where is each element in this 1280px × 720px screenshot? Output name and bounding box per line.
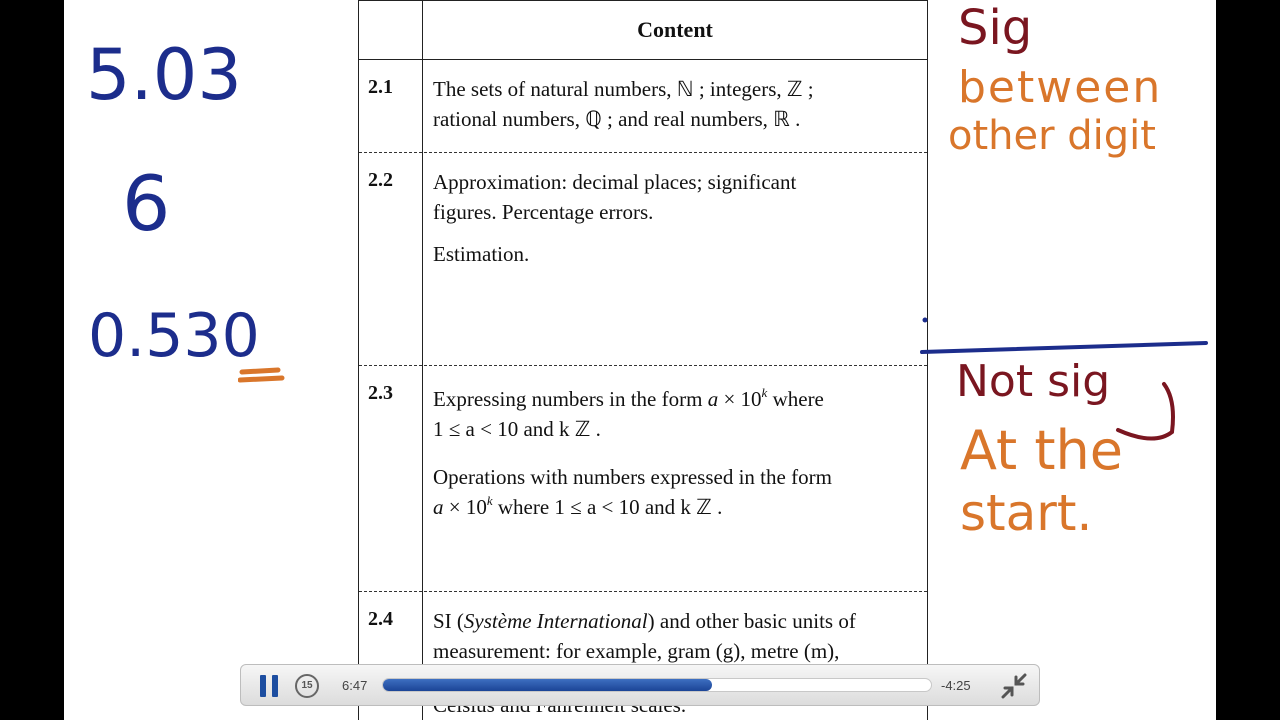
elapsed-time: 6:47 xyxy=(342,678,368,693)
row-paragraph xyxy=(433,384,915,444)
row-number: 2.3 xyxy=(368,382,393,404)
table-row xyxy=(359,153,927,366)
row-line: 1 ≤ a < 10 and k ℤ . xyxy=(433,417,601,441)
skip-back-icon-label: 15 xyxy=(301,680,313,691)
row-content xyxy=(433,384,915,534)
progress-track[interactable] xyxy=(382,678,932,692)
content-table xyxy=(358,0,928,720)
row-paragraph xyxy=(433,462,915,522)
math-variable: a xyxy=(707,387,719,411)
skip-back-button[interactable] xyxy=(295,674,319,698)
row-paragraph xyxy=(433,167,915,227)
row-line: rational numbers, ℚ ; and real numbers, ℝ . xyxy=(433,107,801,131)
row-number: 2.2 xyxy=(368,169,393,191)
remaining-time: -4:25 xyxy=(941,678,971,693)
math-variable: a xyxy=(433,495,444,519)
exponent: k xyxy=(761,385,768,400)
row-number: 2.1 xyxy=(368,76,393,98)
handwritten-sig-title: Sig xyxy=(958,0,1033,56)
row-text: ) and other basic units of xyxy=(647,609,856,633)
handwritten-not-sig-title: Not sig xyxy=(956,356,1111,407)
row-line xyxy=(433,606,915,636)
row-content xyxy=(433,167,915,281)
exit-fullscreen-button[interactable] xyxy=(1001,673,1027,699)
row-text-italic: Système International xyxy=(463,609,648,633)
video-frame xyxy=(64,0,1216,720)
handwritten-number-3: 0.530 xyxy=(88,301,260,371)
handwritten-note-line: start. xyxy=(960,484,1093,542)
pause-button[interactable] xyxy=(259,675,281,697)
divider-stroke xyxy=(920,310,1210,360)
row-line: figures. Percentage errors. xyxy=(433,200,654,224)
arrow-curve xyxy=(1114,380,1184,450)
collapse-icon xyxy=(1001,673,1027,699)
row-content xyxy=(433,74,915,134)
row-text: × 10 xyxy=(443,495,487,519)
handwritten-note-line: other digit xyxy=(948,113,1156,159)
handwritten-number-1: 5.03 xyxy=(86,34,242,116)
pause-icon-bar xyxy=(272,675,278,697)
row-line: measurement: for example, gram (g), metre (m), xyxy=(433,639,840,663)
exponent: k xyxy=(486,493,493,508)
handwritten-note-line: between xyxy=(958,62,1163,113)
row-text: × 10 xyxy=(718,387,762,411)
table-row xyxy=(359,366,927,592)
row-line: Operations with numbers expressed in the form xyxy=(433,465,832,489)
row-line: Approximation: decimal places; significant xyxy=(433,170,797,194)
row-text: Expressing numbers in the form xyxy=(433,387,708,411)
row-text: SI ( xyxy=(433,609,464,633)
table-row xyxy=(359,60,927,153)
row-paragraph: Estimation. xyxy=(433,242,530,266)
progress-fill xyxy=(383,679,712,691)
handwritten-note-line: At the xyxy=(960,419,1123,482)
table-header xyxy=(359,1,927,60)
row-line: The sets of natural numbers, ℕ ; integers, ℤ ; xyxy=(433,77,814,101)
underline-mark xyxy=(238,366,288,386)
row-text: where 1 ≤ a < 10 and k ℤ . xyxy=(492,495,723,519)
header-title: Content xyxy=(637,17,713,42)
handwritten-number-2: 6 xyxy=(122,159,171,248)
video-player-controls xyxy=(240,664,1040,706)
pause-icon-bar xyxy=(260,675,266,697)
row-text: where xyxy=(767,387,824,411)
row-number: 2.4 xyxy=(368,608,393,630)
